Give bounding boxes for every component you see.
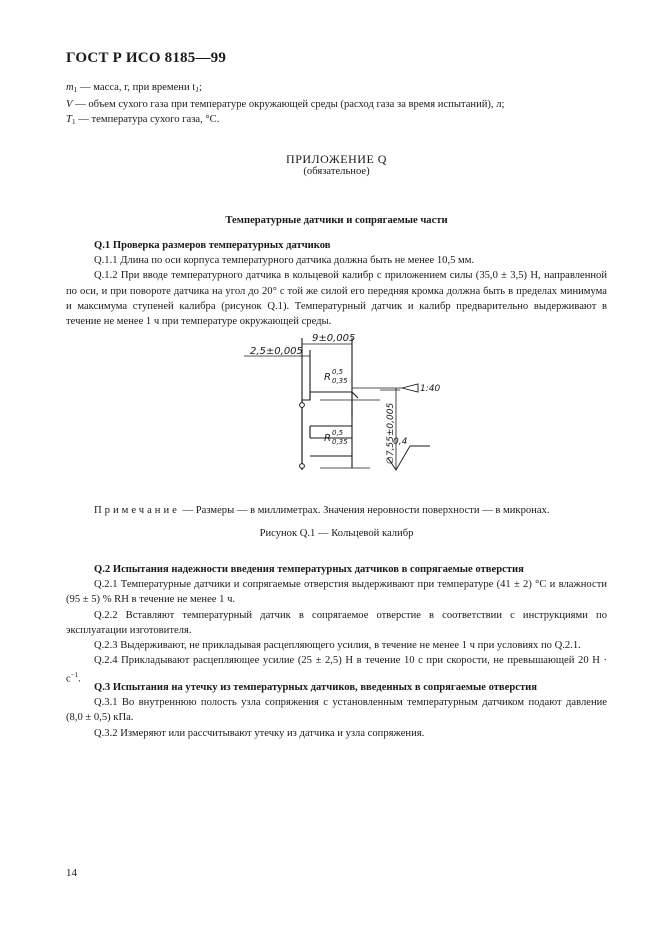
definition-item <box>66 97 607 112</box>
appendix-subtitle: (обязательное) <box>303 166 370 177</box>
q2-paragraph-1: Q.2.1 Температурные датчики и сопрягаемые отверстия выдерживают при температуре (41 ± 2) °С и влажности (95 ± 5) % RH в течение не менее 1 ч. <box>66 579 607 606</box>
radius-upper-sub: 0,35 <box>332 377 348 385</box>
section-q1 <box>66 238 607 329</box>
definition-text: — температура сухого газа, °С. <box>75 114 220 126</box>
q3-heading: Q.3 Испытания на утечку из температурных датчиков, введенных в сопрягаемые отверстия <box>94 682 537 693</box>
section-title: Температурные датчики и сопрягаемые части <box>225 215 448 226</box>
definition-item <box>66 80 607 97</box>
note-text: — Размеры — в миллиметрах. Значения неровности поверхности — в микронах. <box>179 505 550 516</box>
definition-symbol-sub: 1 <box>71 117 76 127</box>
q2-paragraph-4-end: . <box>78 673 81 685</box>
definition-symbol: V <box>66 99 73 111</box>
radius-lower-sup: 0,5 <box>332 429 344 437</box>
figure-caption: Рисунок Q.1 — Кольцевой калибр <box>259 528 414 539</box>
radius-lower: R <box>324 433 331 444</box>
q3-paragraph-2: Q.3.2 Измеряют или рассчитывают утечку из датчика и узла сопряжения. <box>94 727 425 739</box>
definitions-list <box>66 80 607 130</box>
roughness-label: 0,4 <box>393 437 408 447</box>
section-q3 <box>66 680 607 741</box>
definition-symbol: m <box>66 82 74 93</box>
q2-paragraph-4-text: Q.2.4 Прикладывают расцепляющее усилие (25 ± 2,5) Н в течение 10 с при скорости, не превышающей 20 Н · с <box>66 655 607 685</box>
definition-tail-sub: 1 <box>195 85 199 94</box>
definition-item <box>66 112 607 129</box>
document-header: ГОСТ Р ИСО 8185—99 <box>66 50 227 66</box>
taper-label: 1:40 <box>420 384 440 394</box>
q2-paragraph-2: Q.2.2 Вставляют температурный датчик в сопрягаемое отверстие в соответствии с инструкциями по эксплуатации изготовителя. <box>66 609 607 636</box>
section-q2 <box>66 562 607 687</box>
q2-paragraph-4-sup: −1 <box>70 671 79 680</box>
radius-upper-sup: 0,5 <box>332 368 344 376</box>
definition-text: — объем сухого газа при температуре окружающей среды (расход газа за время испытаний), л; <box>72 99 505 111</box>
figure-note <box>66 503 607 518</box>
dim-top: 9±0,005 <box>312 333 356 344</box>
definition-symbol-sub: 1 <box>73 85 78 94</box>
q2-paragraph-3: Q.2.3 Выдерживают, не прикладывая расцепляющего усилия, в течение не менее 1 ч при условиях по Q.2.1. <box>94 640 581 652</box>
definition-tail: ; <box>198 82 202 93</box>
q1-paragraph-1: Q.1.1 Длина по оси корпуса температурного датчика должна быть не менее 10,5 мм. <box>94 255 475 267</box>
radius-lower-sub: 0,35 <box>332 438 348 446</box>
q1-heading: Q.1 Проверка размеров температурных датчиков <box>94 240 331 251</box>
appendix-title: ПРИЛОЖЕНИЕ Q <box>286 152 387 166</box>
ring-gauge-figure <box>230 330 440 480</box>
q2-heading: Q.2 Испытания надежности введения температурных датчиков в сопрягаемые отверстия <box>94 564 524 575</box>
diameter-label: ∅7,55±0,005 <box>386 402 396 464</box>
definition-text: — масса, г, при времени t <box>77 82 196 93</box>
page-number: 14 <box>66 867 77 879</box>
q1-paragraph-2: Q.1.2 При вводе температурного датчика в кольцевой калибр с приложением силы (35,0 ± 3,5) Н, направленной по оси, и при повороте датчика на угол до 20° с той же силой его передняя кромка должна быть в пределах минимума и максимума ступеней калибра (рисунок Q.1). Температурный датчик и калибр предварительно выдерживают в течение не менее 1 ч при температуре окружающей среды. <box>66 270 607 328</box>
q3-paragraph-1: Q.3.1 Во внутреннюю полость узла сопряжения с установленным температурным датчиком подают давление (8,0 ± 0,5) кПа. <box>66 697 607 724</box>
radius-upper: R <box>324 372 331 383</box>
note-label: Примечание <box>94 505 180 516</box>
dim-left: 2,5±0,005 <box>250 346 303 357</box>
definition-symbol: T <box>66 114 72 126</box>
